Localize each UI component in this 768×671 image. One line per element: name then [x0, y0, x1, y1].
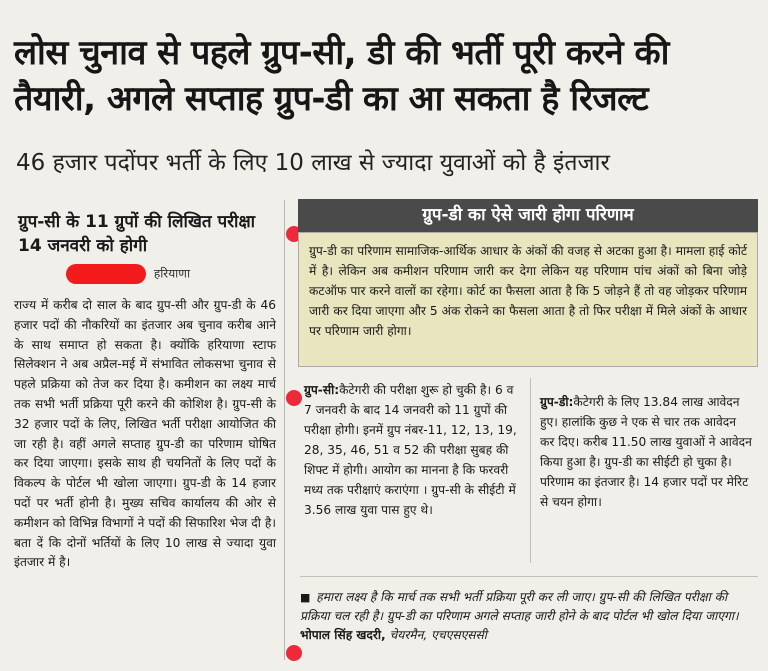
headline: लोस चुनाव से पहले ग्रुप-सी, डी की भर्ती पूरी करने की तैयारी, अगले सप्ताह ग्रुप-डी का आ सकता है रिजल्ट: [14, 33, 669, 119]
group-c-section: [304, 380, 524, 520]
byline: [66, 262, 276, 284]
group-d-section: [540, 392, 752, 512]
subheadline: 46 हजार पदोंपर भर्ती के लिए 10 लाख से ज्यादा युवाओं को है इंतजार: [16, 150, 610, 176]
group-d-text: कैटेगरी के लिए 13.84 लाख आवेदन हुए। हालांकि कुछ ने एक से चार तक आवेदन कर दिए। करीब 11.50 लाख युवाओं ने आवेदन किया हुआ है। ग्रुप-डी का सीईटी हो चुका है। परिणाम का इंतजार है। 14 हजार पदों पर मेरिट से चयन होगा।: [540, 395, 752, 509]
byline-location: हरियाणा: [153, 266, 191, 281]
group-d-label: ग्रुप-डी:: [540, 395, 574, 409]
quote-text: हमारा लक्ष्य है कि मार्च तक सभी भर्ती प्रक्रिया पूरी कर ली जाए। ग्रुप-सी की लिखित परीक्षा की प्रक्रिया चल रही है। ग्रुप-डी का परिणाम अगले सप्ताह जारी होने के बाद पोर्टल भी खोल दिया जाएगा।: [300, 590, 739, 623]
quote-mark: ■: [300, 591, 311, 604]
quote-speaker: भोपाल सिंह खदरी,: [300, 628, 386, 642]
quote-role: चेयरमैन, एचएसएससी: [389, 628, 487, 642]
box-body: ग्रुप-डी का परिणाम सामाजिक-आर्थिक आधार के अंकों की वजह से अटका हुआ है। मामला हाई कोर्ट में है। लेकिन अब कमीशन परिणाम जारी कर देगा लेकिन यह परिणाम पांच अंकों को बिना जोड़े कटऑफ पार करने वालों का रहेगा। कोर्ट का फैसला आता है कि 5 जोड़ने हैं तो वह जोड़कर परिणाम जारी कर दिया जाएगा और 5 अंक रोकने का फैसला आता है तो फिर परीक्षा में मिले अंकों के आधार पर परिणाम जारी होगा।: [298, 232, 758, 367]
section-divider: [530, 378, 531, 563]
group-c-label: ग्रुप-सी:: [304, 383, 340, 397]
bullet-dot: [286, 390, 302, 406]
quote-divider: [300, 576, 758, 577]
box-header: ग्रुप-डी का ऐसे जारी होगा परिणाम: [298, 199, 758, 232]
redaction-mark: [66, 264, 146, 284]
left-column-title: ग्रुप-सी के 11 ग्रुपों की लिखित परीक्षा 14 जनवरी को होगी: [18, 212, 256, 256]
left-column-body: राज्य में करीब दो साल के बाद ग्रुप-सी और ग्रुप-डी के 46 हजार पदों की नौकरियों का इंतजार अब चुनाव करीब आने के साथ समाप्त हो सकता है। क्योंकि हरियाणा स्टाफ सिलेक्शन ने अब अप्रैल-मई में संभावित लोकसभा चुनाव से पहले प्रक्रिया को तेज कर दिया है। कमीशन का लक्ष्य मार्च तक सभी भर्ती प्रक्रिया पूरी करने की कोशिश है। ग्रुप-सी के 32 हजार पदों के लिए, लिखित भर्ती परीक्षा आयोजित की जा रही है। वहीं अगले सप्ताह ग्रुप-डी का परिणाम घोषित कर दिया जाएगा। इसके साथ ही चयनितों के लिए पदों के विकल्प के पोर्टल भी खोला जाएगा। ग्रुप-डी के 14 हजार पदों पर भर्ती होनी है। मुख्य सचिव कार्यालय की ओर से कमीशन को विभिन्न विभागों ने पदों की सिफारिश भेज दी है। बता दें कि दोनों भर्तियों के लिए 10 लाख से ज्यादा युवा इंतजार में है।: [14, 298, 276, 570]
chairman-quote: [300, 588, 760, 645]
bullet-dot: [286, 645, 302, 661]
group-c-text: कैटेगरी की परीक्षा शुरू हो चुकी है। 6 व 7 जनवरी के बाद 14 जनवरी को 11 ग्रुपों की परीक्षा होगी। इनमें ग्रुप नंबर-11, 12, 13, 19, 28, 35, 46, 51 व 52 की परीक्षा सुबह की शिफ्ट में होगी। आयोग का मानना है कि फरवरी मध्य तक परीक्षाएं कराएंगा । ग्रुप-सी के सीईटी में 3.56 लाख युवा पास हुए थे।: [304, 383, 517, 517]
column-divider: [284, 200, 285, 660]
